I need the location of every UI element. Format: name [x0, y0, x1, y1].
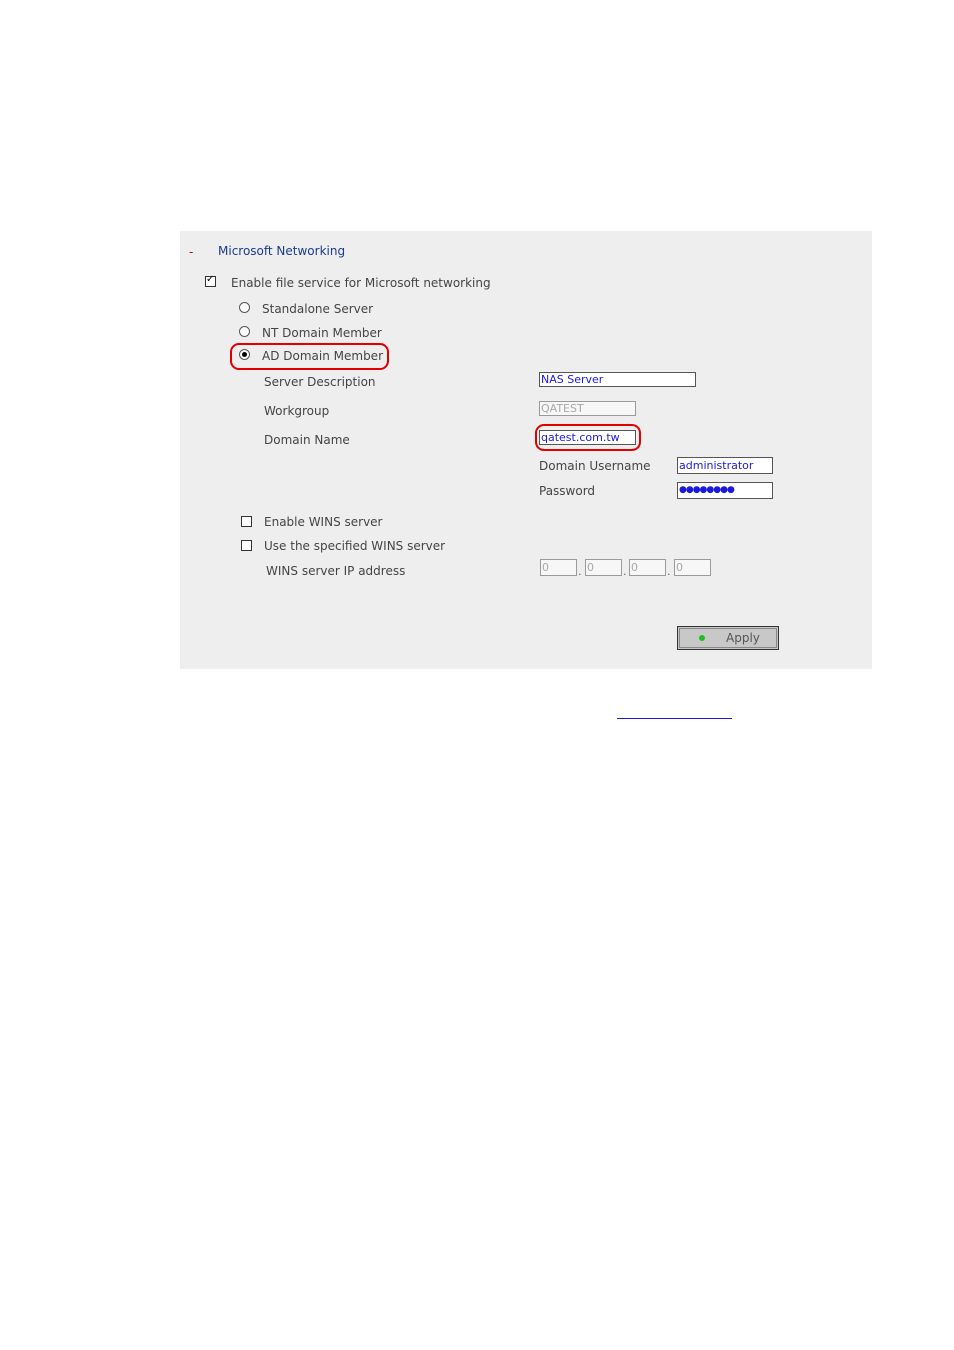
domain-name-highlight: [535, 424, 641, 451]
ad-domain-highlight: [230, 343, 389, 370]
standalone-server-radio[interactable]: [239, 302, 250, 313]
nt-domain-member-label: NT Domain Member: [262, 326, 382, 340]
nt-domain-member-radio[interactable]: [239, 326, 250, 337]
domain-username-input[interactable]: administrator: [677, 457, 773, 474]
wins-ip-label: WINS server IP address: [266, 564, 406, 578]
status-led-icon: [699, 635, 705, 641]
enable-wins-server-label: Enable WINS server: [264, 515, 383, 529]
wins-ip-octet-4[interactable]: 0: [674, 559, 711, 576]
collapse-toggle[interactable]: -: [189, 245, 194, 259]
ip-separator: .: [667, 565, 671, 578]
enable-wins-server-checkbox[interactable]: [241, 516, 252, 527]
domain-username-label: Domain Username: [539, 459, 651, 473]
ad-domain-member-label: AD Domain Member: [262, 349, 384, 363]
ip-separator: .: [623, 565, 627, 578]
wins-ip-octet-2[interactable]: 0: [585, 559, 622, 576]
microsoft-networking-panel: [180, 231, 872, 669]
wins-ip-octet-3[interactable]: 0: [629, 559, 666, 576]
workgroup-input[interactable]: QATEST: [539, 401, 636, 416]
domain-name-label: Domain Name: [264, 433, 350, 447]
link-underline[interactable]: [617, 718, 732, 719]
wins-ip-octet-1[interactable]: 0: [540, 559, 577, 576]
standalone-server-label: Standalone Server: [262, 302, 374, 316]
server-description-input[interactable]: NAS Server: [539, 372, 696, 387]
enable-file-service-checkbox[interactable]: [205, 276, 216, 287]
apply-button[interactable]: [677, 626, 779, 650]
specified-wins-server-checkbox[interactable]: [241, 540, 252, 551]
enable-file-service-label: Enable file service for Microsoft networking: [231, 276, 491, 290]
password-label: Password: [539, 484, 596, 498]
apply-button-label: Apply: [726, 631, 760, 645]
domain-name-input[interactable]: qatest.com.tw: [539, 430, 636, 445]
password-input[interactable]: ●●●●●●●●: [677, 482, 773, 499]
specified-wins-server-label: Use the specified WINS server: [264, 539, 446, 553]
server-description-label: Server Description: [264, 375, 376, 389]
section-title: Microsoft Networking: [218, 244, 346, 258]
workgroup-label: Workgroup: [264, 404, 330, 418]
ip-separator: .: [578, 565, 582, 578]
